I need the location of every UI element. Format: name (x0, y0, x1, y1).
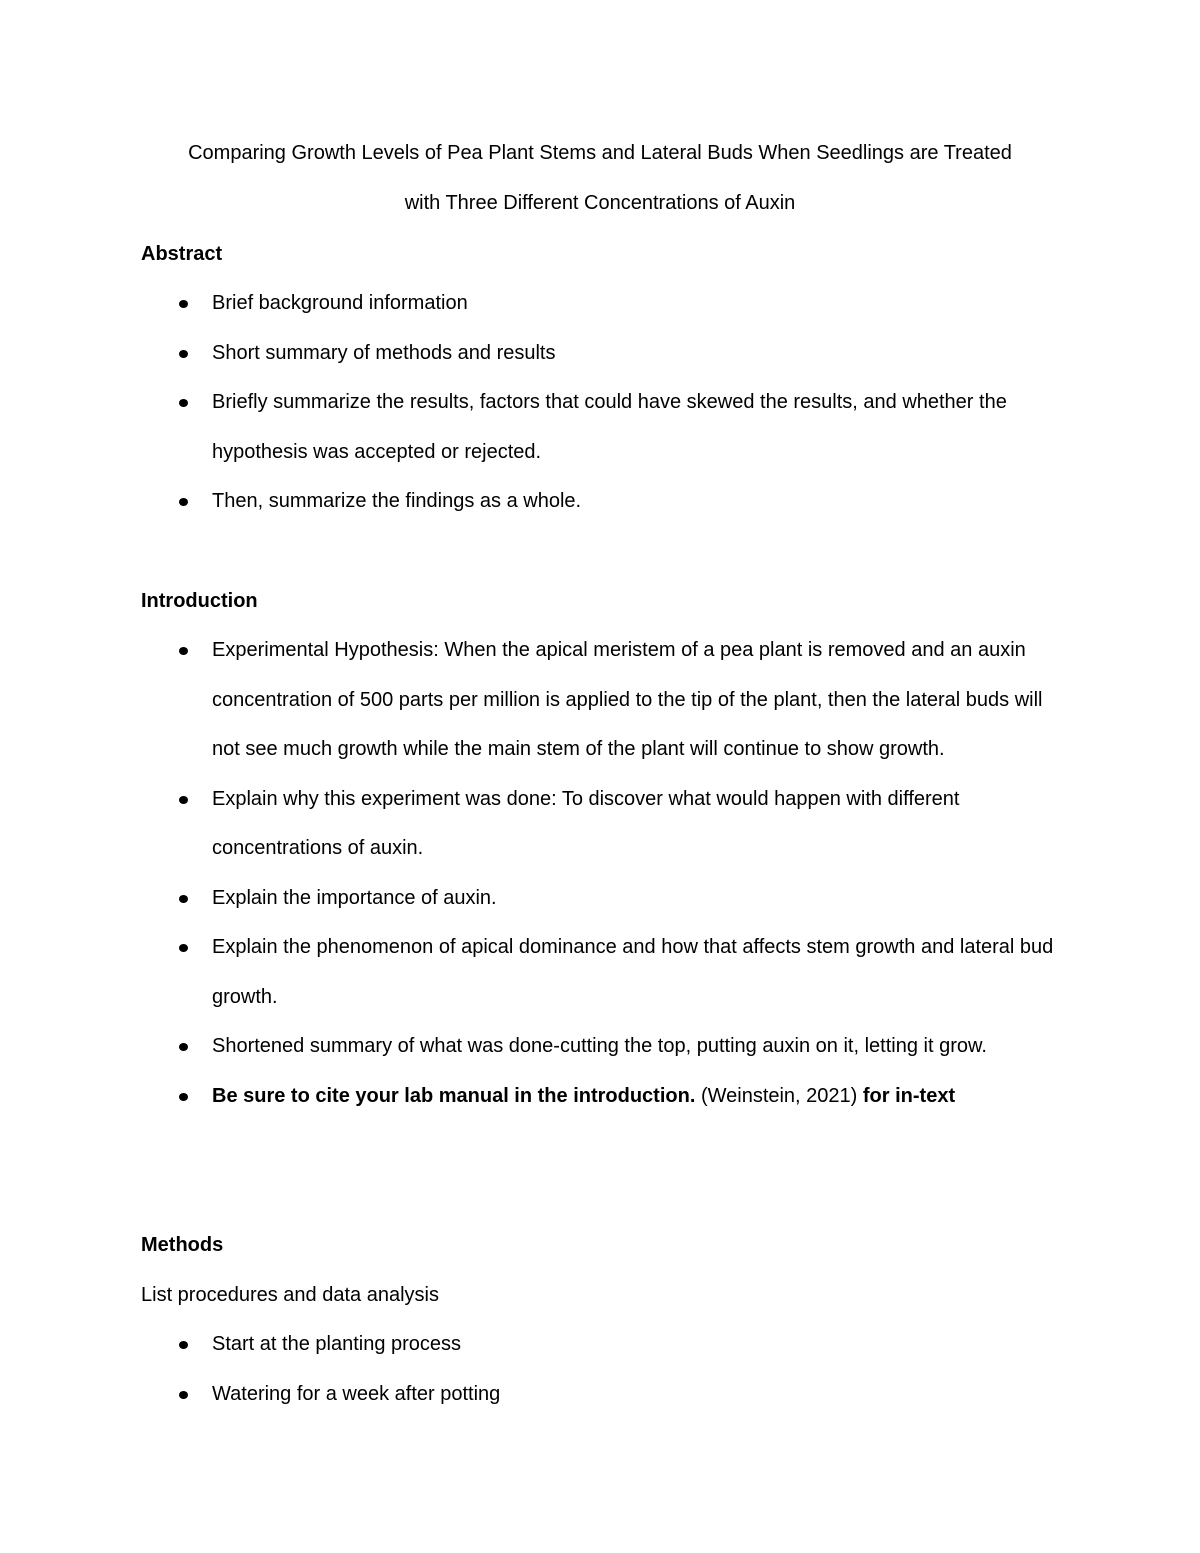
bullet-icon (179, 498, 188, 506)
bullet-icon (179, 350, 188, 358)
methods-heading: Methods (141, 1234, 224, 1256)
bullet-icon (179, 1093, 188, 1101)
list-item: Experimental Hypothesis: When the apical meristem of a pea plant is removed and an auxin concentration of 500 parts per million is applied to the tip of the plant, then the lateral buds will not see much growth while the main stem of the plant will continue to show growth. (141, 626, 1071, 775)
list-item: Briefly summarize the results, factors that could have skewed the results, and whether the hypothesis was accepted or rejected. (141, 378, 1071, 477)
list-item: Then, summarize the findings as a whole. (141, 477, 1071, 527)
list-item: Brief background information (141, 279, 1071, 329)
list-item: Short summary of methods and results (141, 329, 1071, 379)
list-item: Watering for a week after potting (141, 1370, 1071, 1420)
bullet-icon (179, 1391, 188, 1399)
bullet-icon (179, 300, 188, 308)
methods-intro: List procedures and data analysis (141, 1284, 439, 1306)
bullet-icon (179, 944, 188, 952)
list-item: Start at the planting process (141, 1320, 1071, 1370)
bullet-icon (179, 796, 188, 804)
bullet-icon (179, 895, 188, 903)
list-item: Explain the importance of auxin. (141, 874, 1071, 924)
methods-list (141, 1320, 1071, 1419)
list-item: Shortened summary of what was done-cutting the top, putting auxin on it, letting it grow. (141, 1022, 1071, 1072)
title-line-1: Comparing Growth Levels of Pea Plant Stems and Lateral Buds When Seedlings are Treated (188, 142, 1012, 164)
introduction-heading: Introduction (141, 590, 258, 612)
cite-reminder-item: Be sure to cite your lab manual in the introduction. (Weinstein, 2021) for in-text (141, 1072, 1071, 1122)
title-line-2: with Three Different Concentrations of Auxin (404, 191, 796, 214)
document-title (100, 129, 1100, 228)
bullet-icon (179, 647, 188, 655)
abstract-list (141, 279, 1071, 527)
bullet-icon (179, 1341, 188, 1349)
abstract-heading: Abstract (141, 243, 223, 265)
bullet-icon (179, 399, 188, 407)
list-item: Explain the phenomenon of apical dominance and how that affects stem growth and lateral bud growth. (141, 923, 1071, 1022)
bullet-icon (179, 1043, 188, 1051)
list-item: Explain why this experiment was done: To discover what would happen with different concentrations of auxin. (141, 775, 1071, 874)
introduction-list (141, 626, 1071, 1121)
